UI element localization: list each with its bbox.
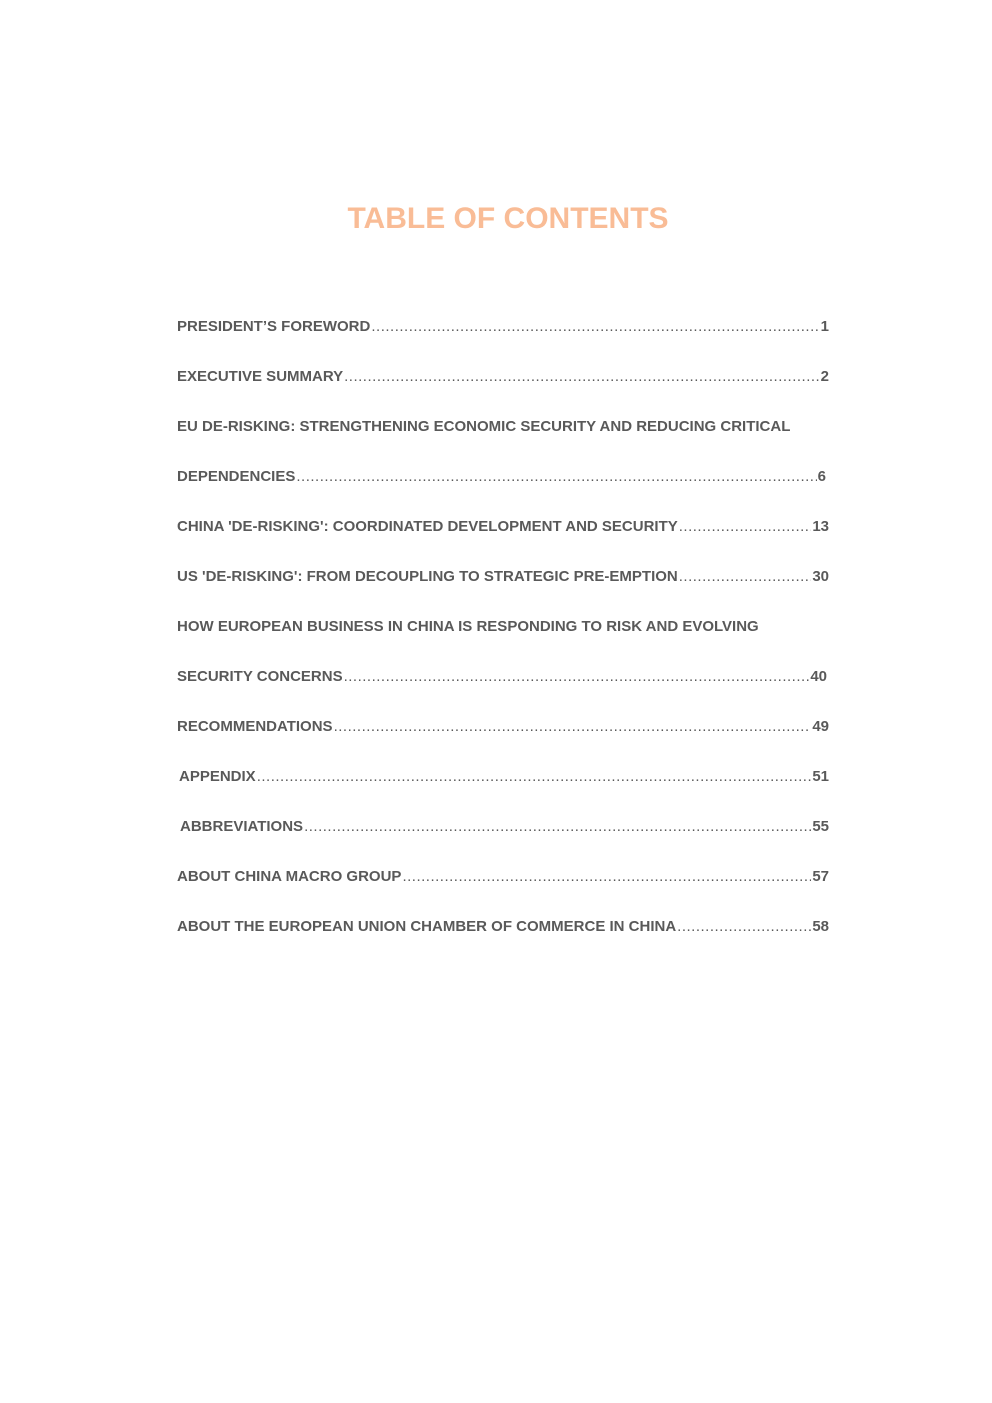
toc-entry-eu-de-risking-line2[interactable] bbox=[177, 465, 829, 515]
table-of-contents bbox=[177, 315, 829, 965]
toc-entry-recommendations[interactable] bbox=[177, 715, 829, 765]
toc-entry-about-eu-chamber[interactable] bbox=[177, 915, 829, 965]
dot-leader bbox=[402, 865, 811, 889]
toc-entry-label: SECURITY CONCERNS bbox=[177, 668, 343, 685]
toc-entry-abbreviations[interactable] bbox=[177, 815, 829, 865]
dot-leader bbox=[371, 315, 819, 339]
toc-entry-us-de-risking[interactable] bbox=[177, 565, 829, 615]
page-title: TABLE OF CONTENTS bbox=[347, 202, 669, 236]
toc-entry-label: ABOUT CHINA MACRO GROUP bbox=[177, 868, 402, 885]
toc-entry-label: APPENDIX bbox=[179, 768, 256, 785]
toc-page-number: 55 bbox=[812, 818, 829, 835]
toc-entry-european-business-line2[interactable] bbox=[177, 665, 829, 715]
toc-page-number: 2 bbox=[820, 368, 829, 385]
toc-entry-european-business-line1[interactable] bbox=[177, 615, 829, 665]
dot-leader bbox=[679, 565, 812, 589]
dot-leader bbox=[296, 465, 816, 489]
toc-entry-about-china-macro-group[interactable] bbox=[177, 865, 829, 915]
toc-page-number: 51 bbox=[812, 768, 829, 785]
toc-page-number: 30 bbox=[812, 568, 829, 585]
toc-page-number: 57 bbox=[812, 868, 829, 885]
dot-leader bbox=[257, 765, 812, 789]
toc-entry-label: DEPENDENCIES bbox=[177, 468, 296, 485]
toc-entry-executive-summary[interactable] bbox=[177, 365, 829, 415]
dot-leader bbox=[679, 515, 812, 539]
dot-leader bbox=[334, 715, 812, 739]
toc-entry-label: RECOMMENDATIONS bbox=[177, 718, 333, 735]
toc-page-number: 49 bbox=[812, 718, 829, 735]
toc-entry-eu-de-risking-line1[interactable] bbox=[177, 415, 829, 465]
toc-entry-label: PRESIDENT’S FOREWORD bbox=[177, 318, 371, 335]
toc-page-number: 58 bbox=[812, 918, 829, 935]
toc-entry-label: ABBREVIATIONS bbox=[180, 818, 304, 835]
dot-leader bbox=[344, 665, 810, 689]
toc-page-number: 13 bbox=[812, 518, 829, 535]
toc-entry-china-de-risking[interactable] bbox=[177, 515, 829, 565]
toc-entry-label: HOW EUROPEAN BUSINESS IN CHINA IS RESPONDING TO RISK AND EVOLVING bbox=[177, 618, 759, 635]
dot-leader bbox=[344, 365, 820, 389]
toc-entry-presidents-foreword[interactable] bbox=[177, 315, 829, 365]
dot-leader bbox=[677, 915, 811, 939]
toc-entry-label: ABOUT THE EUROPEAN UNION CHAMBER OF COMMERCE IN CHINA bbox=[177, 918, 677, 935]
toc-entry-label: EU DE-RISKING: STRENGTHENING ECONOMIC SECURITY AND REDUCING CRITICAL bbox=[177, 418, 791, 435]
toc-entry-appendix[interactable] bbox=[177, 765, 829, 815]
toc-entry-label: CHINA 'DE-RISKING': COORDINATED DEVELOPMENT AND SECURITY bbox=[177, 518, 678, 535]
toc-page-number: 6 bbox=[817, 468, 826, 485]
toc-page-number: 1 bbox=[820, 318, 829, 335]
toc-page-number: 40 bbox=[810, 668, 827, 685]
toc-entry-label: US 'DE-RISKING': FROM DECOUPLING TO STRATEGIC PRE-EMPTION bbox=[177, 568, 678, 585]
dot-leader bbox=[304, 815, 811, 839]
toc-entry-label: EXECUTIVE SUMMARY bbox=[177, 368, 344, 385]
